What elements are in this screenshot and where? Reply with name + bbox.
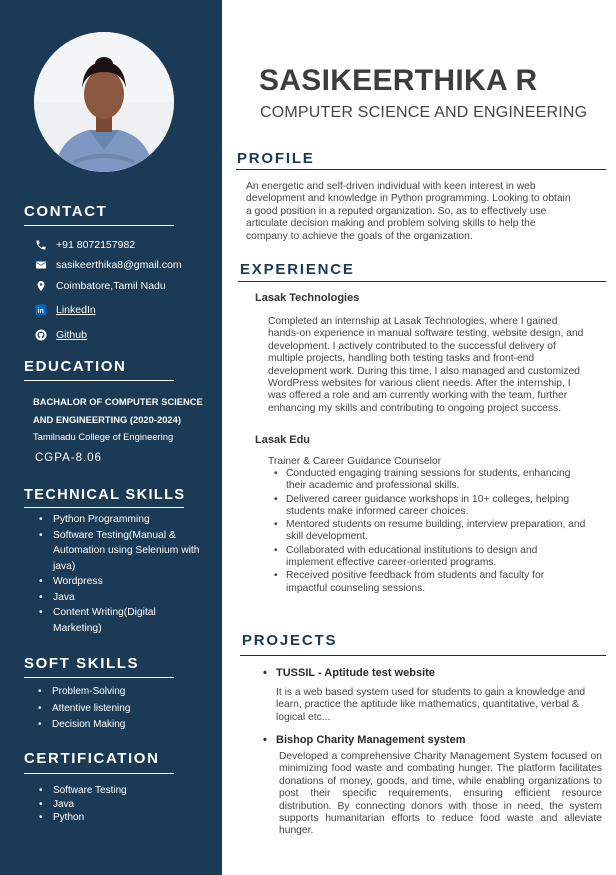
github-link[interactable]: Github xyxy=(56,329,87,341)
phone-icon xyxy=(34,238,48,252)
job-company: Lasak Edu xyxy=(255,434,311,446)
education-college: Tamilnadu College of Engineering xyxy=(33,431,174,442)
job-bullet: • Mentored students on resume building, interview preparation, and skill development. xyxy=(286,519,586,544)
education-heading: EDUCATION xyxy=(24,358,127,375)
contact-github[interactable] xyxy=(34,328,87,342)
certification-divider xyxy=(24,773,174,774)
education-degree: BACHALOR OF COMPUTER SCIENCE AND ENGINEERTING (2020-2024) xyxy=(33,396,203,425)
contact-location xyxy=(34,279,166,293)
job-bullet: • Received positive feedback from students and faculty for impactful counseling sessions. xyxy=(286,570,586,595)
profile-divider xyxy=(236,169,606,170)
projects-divider xyxy=(240,655,606,656)
certification-item: • Java xyxy=(53,798,203,812)
project-title: • TUSSIL - Aptitude test website xyxy=(276,667,435,679)
technical-skill-item: • Wordpress xyxy=(53,574,203,590)
contact-linkedin[interactable] xyxy=(34,303,96,317)
job-bullet: • Collaborated with educational institutions to design and implement effective career-oriented programs. xyxy=(286,545,586,570)
email-address: sasikeerthika8@gmail.com xyxy=(56,259,182,271)
certification-item: • Software Testing xyxy=(53,784,203,798)
project-description: It is a web based system used for students to gain a knowledge and learn, practice the aptitude like mathematics, quantitative, verbal & logical etc... xyxy=(276,687,586,723)
job-title: Trainer & Career Guidance Counselor xyxy=(268,456,442,467)
certification-heading: CERTIFICATION xyxy=(24,750,160,767)
soft-skill-item: • Attentive listening xyxy=(52,701,202,718)
profile-heading: PROFILE xyxy=(237,150,315,167)
soft-skill-item: • Decision Making xyxy=(52,717,202,734)
technical-skill-item: • Java xyxy=(53,590,203,606)
certification-item: • Python xyxy=(53,811,203,825)
job-bullet: • Delivered career guidance workshops in 10+ colleges, helping students make informed career choices. xyxy=(286,494,586,519)
contact-heading: CONTACT xyxy=(24,203,108,220)
map-pin-icon xyxy=(34,279,48,293)
contact-divider xyxy=(24,225,174,226)
experience-heading: EXPERIENCE xyxy=(240,261,355,278)
experience-divider xyxy=(238,281,606,282)
profile-photo-image xyxy=(34,32,174,172)
candidate-role: COMPUTER SCIENCE AND ENGINEERING xyxy=(260,104,588,121)
soft-skill-item: • Problem-Solving xyxy=(52,684,202,701)
soft-skills-heading: SOFT SKILLS xyxy=(24,655,140,672)
project-title: • Bishop Charity Management system xyxy=(276,734,466,746)
technical-skill-item: • Software Testing(Manual & Automation using Selenium with java) xyxy=(53,528,203,575)
contact-email xyxy=(34,258,182,272)
certification-list xyxy=(53,784,203,825)
linkedin-link[interactable]: LinkedIn xyxy=(56,304,96,316)
soft-skills-divider xyxy=(24,677,174,678)
job-description: Completed an internship at Lasak Technologies, where I gained hands-on experience in manual software testing, website design, and development. I actively contributed to the successful delivery of multiple projects, handling both testing tasks and front-end development work. During this time, I also managed and customized WordPress websites for various client needs. After the internship, I was offered a role and am currently working with the team, further enhancing my skills and contributing to ongoing project success. xyxy=(268,316,584,414)
profile-text: An energetic and self-driven individual with keen interest in web development and knowledge in Python programming. Looking to obtain a good position in a reputed organization. So, as to effectively use articulate decision making and problem solving skills to help the company to achieve the goals of the organization. xyxy=(246,181,571,242)
svg-text:in: in xyxy=(37,308,44,315)
job-company: Lasak Technologies xyxy=(255,292,360,304)
technical-skills-divider xyxy=(24,507,184,508)
candidate-name: SASIKEERTHIKA R xyxy=(259,64,538,97)
github-icon xyxy=(34,328,48,342)
location-text: Coimbatore,Tamil Nadu xyxy=(56,280,166,292)
job-bullet: • Conducted engaging training sessions for students, enhancing their academic and professional skills. xyxy=(286,468,586,493)
project-description: Developed a comprehensive Charity Management System focused on minimizing food waste and combating hunger. The platform facilitates donations of money, goods, and time, while enabling organizations to post their specific requirements, ensuring efficient resource distribution. By connecting donors with those in need, the system supports humanitarian efforts to reduce food waste and alleviate hunger. xyxy=(279,751,602,837)
job-bullets xyxy=(286,468,586,596)
soft-skills-list xyxy=(52,684,202,734)
technical-skill-item: • Content Writing(Digital Marketing) xyxy=(53,605,203,636)
technical-skills-list xyxy=(53,512,203,636)
contact-phone xyxy=(34,238,135,252)
education-cgpa: CGPA-8.06 xyxy=(35,452,102,464)
technical-skills-heading: TECHNICAL SKILLS xyxy=(24,487,186,503)
technical-skill-item: • Python Programming xyxy=(53,512,203,528)
sidebar xyxy=(0,0,222,875)
profile-photo xyxy=(34,32,174,172)
phone-number: +91 8072157982 xyxy=(56,239,136,251)
envelope-icon xyxy=(34,258,48,272)
linkedin-icon xyxy=(34,303,48,317)
education-divider xyxy=(24,380,174,381)
projects-heading: PROJECTS xyxy=(242,632,338,649)
